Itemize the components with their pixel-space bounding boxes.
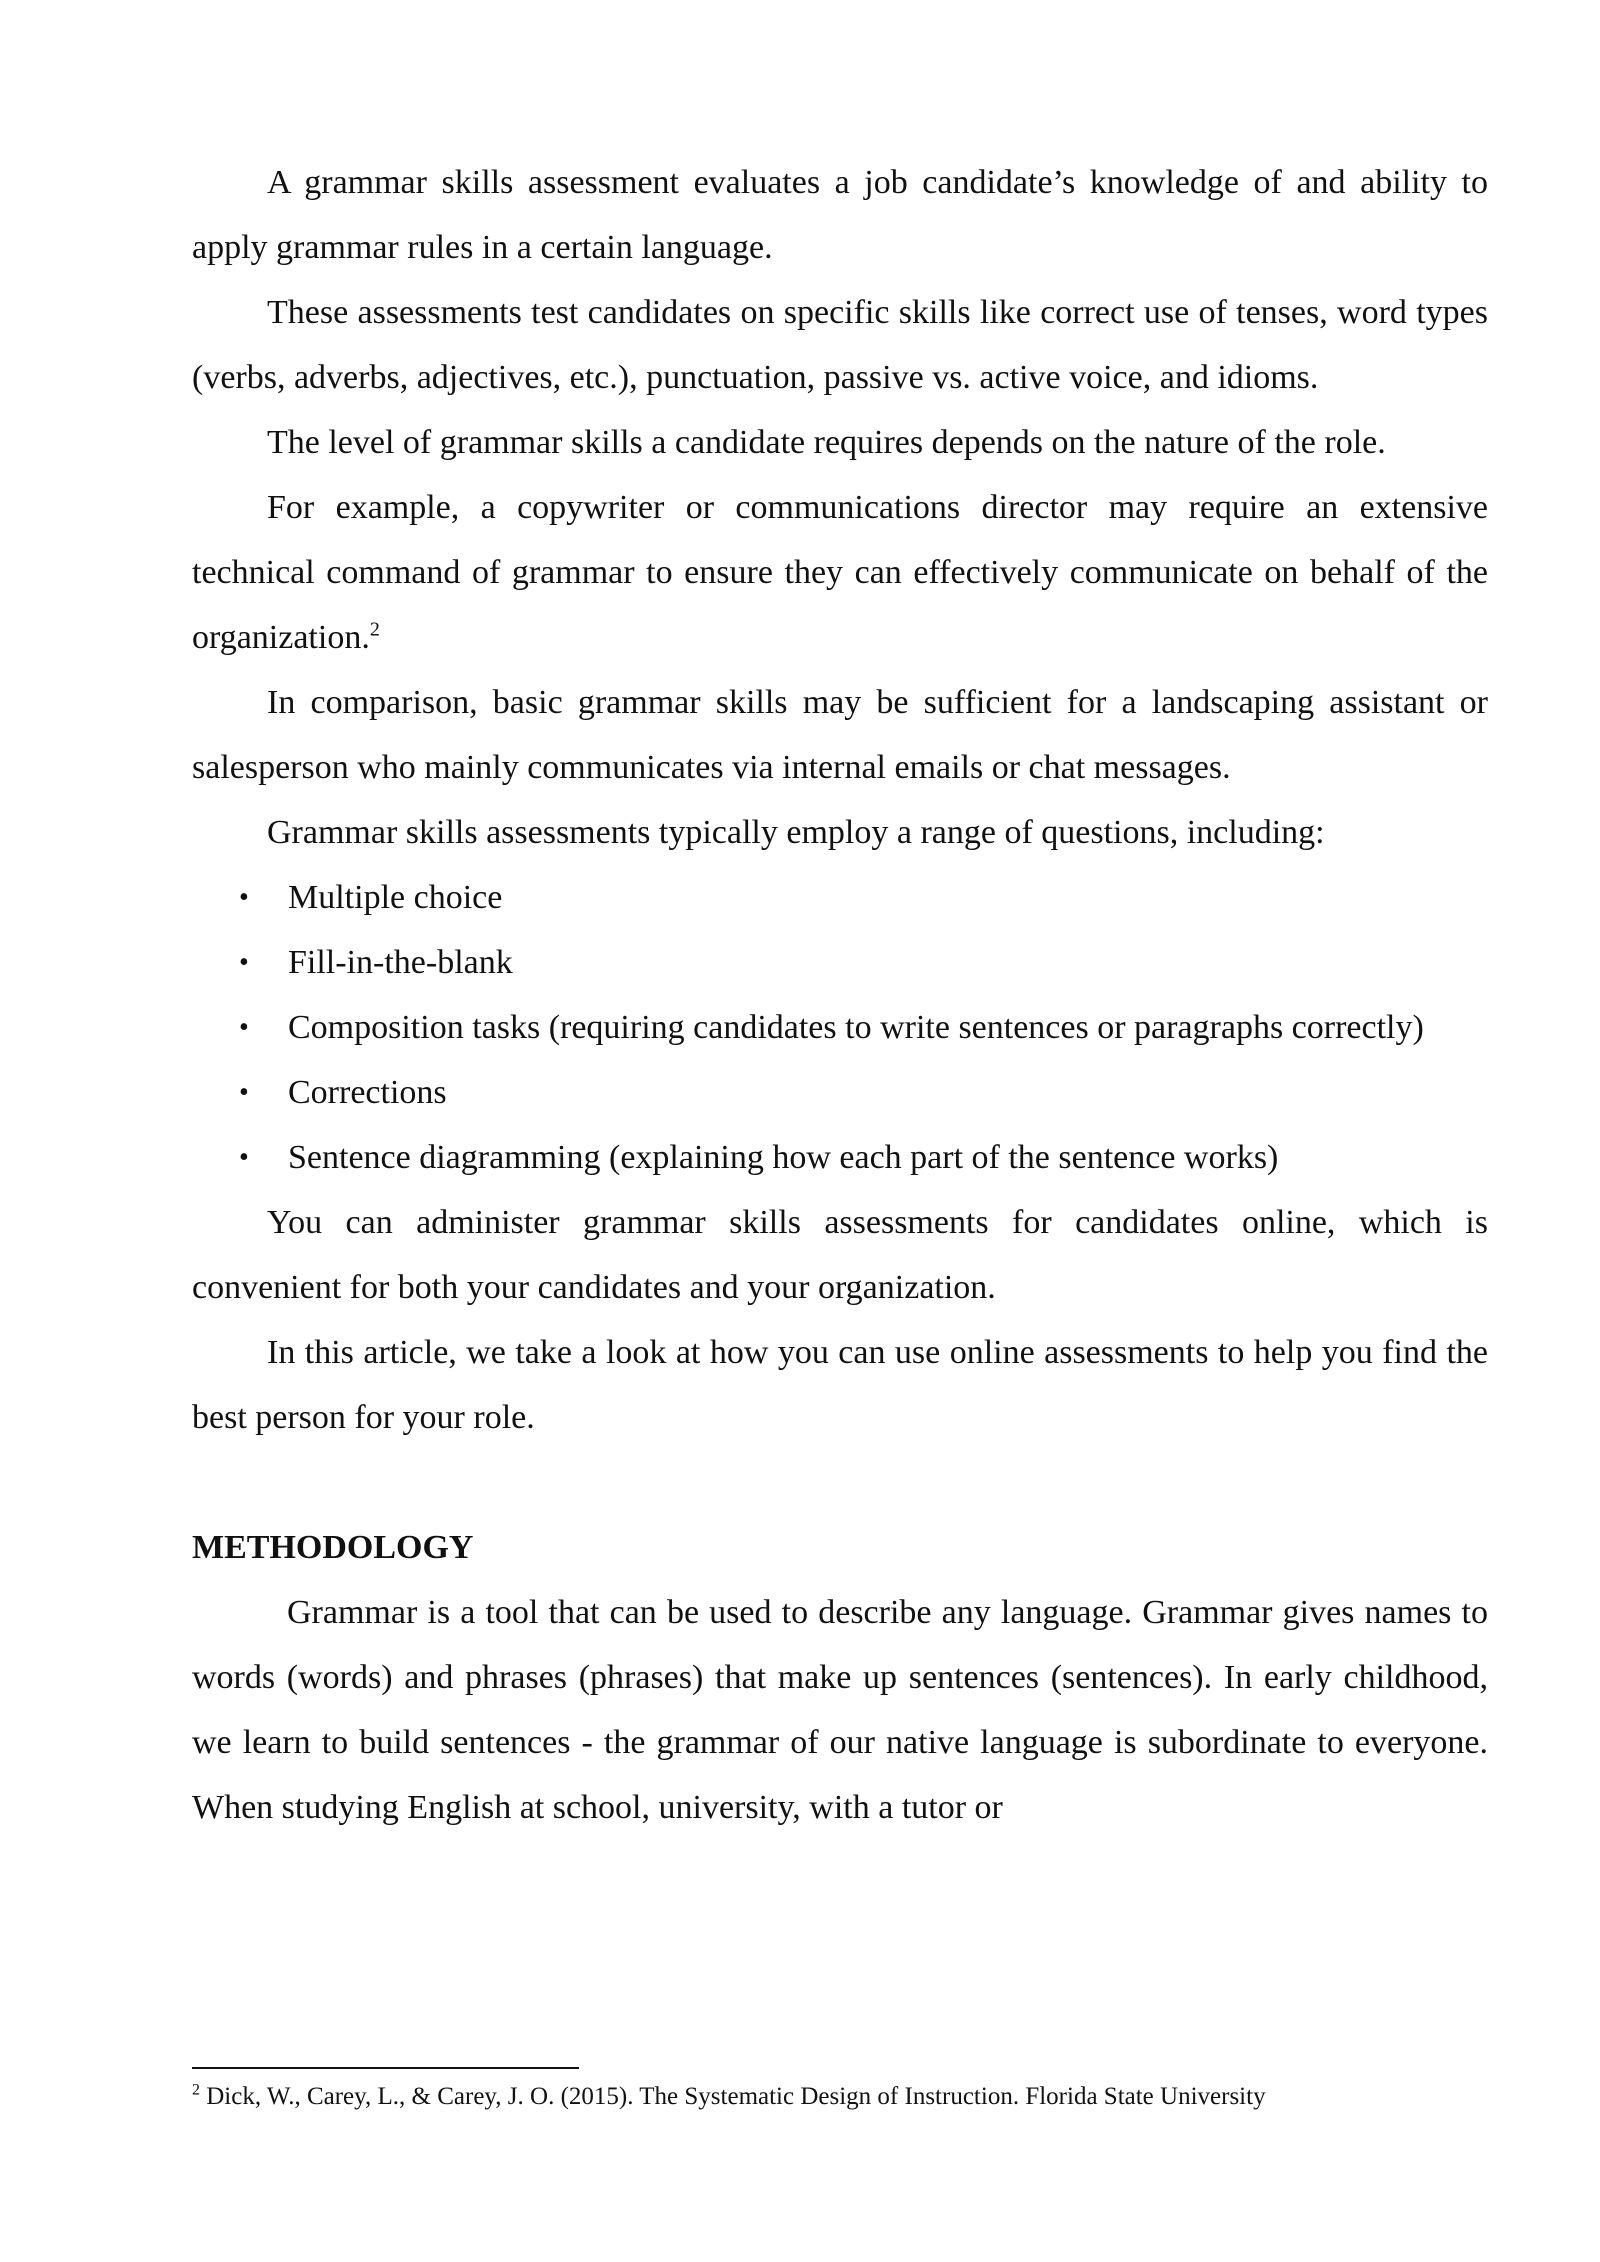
- list-item-text: Corrections: [288, 1074, 447, 1111]
- list-item: [192, 865, 1488, 930]
- methodology-section: [192, 1515, 1488, 1840]
- paragraph-3: The level of grammar skills a candidate requires depends on the nature of the role.: [267, 424, 1386, 461]
- paragraph-4: [192, 475, 1488, 670]
- footnote-reference[interactable]: 2: [369, 618, 380, 641]
- bullet-icon: •: [239, 1142, 249, 1173]
- paragraph-1: A grammar skills assessment evaluates a job candidate’s knowledge of and ability to apply grammar rules in a certain language.: [192, 164, 1488, 266]
- footnote-marker: 2: [192, 2081, 200, 2099]
- bullet-icon: •: [239, 1012, 249, 1043]
- list-item: [192, 1125, 1488, 1190]
- paragraph-8: In this article, we take a look at how you can use online assessments to help you find the best person for your role.: [192, 1334, 1488, 1436]
- footnote-separator: [192, 2067, 579, 2069]
- bullet-icon: •: [239, 947, 249, 978]
- list-item-text: Multiple choice: [288, 879, 503, 916]
- list-item-text: Fill-in-the-blank: [288, 944, 513, 981]
- paragraph-2: These assessments test candidates on specific skills like correct use of tenses, word types (verbs, adverbs, adjectives, etc.), punctuation, passive vs. active voice, and idioms.: [192, 294, 1488, 396]
- paragraph-7: You can administer grammar skills assessments for candidates online, which is convenient for both your candidates and your organization.: [192, 1204, 1488, 1306]
- footnote: [192, 2082, 1488, 2112]
- bullet-icon: •: [239, 1077, 249, 1108]
- document-body: [192, 150, 1488, 1840]
- section-heading: METHODOLOGY: [192, 1529, 474, 1566]
- list-item: [192, 1060, 1488, 1125]
- paragraph-5: In comparison, basic grammar skills may be sufficient for a landscaping assistant or salesperson who mainly communicates via internal emails or chat messages.: [192, 684, 1488, 786]
- list-item-text: Sentence diagramming (explaining how each part of the sentence works): [288, 1139, 1279, 1176]
- paragraph-6: Grammar skills assessments typically employ a range of questions, including:: [267, 814, 1325, 851]
- footnote-text: Dick, W., Carey, L., & Carey, J. O. (2015). The Systematic Design of Instruction. Florida State University: [206, 2083, 1266, 2110]
- paragraph-4-text: For example, a copywriter or communications director may require an extensive technical command of grammar to ensure they can effectively communicate on behalf of the organization.: [192, 489, 1488, 656]
- list-item: [192, 930, 1488, 995]
- list-item-text: Composition tasks (requiring candidates to write sentences or paragraphs correctly): [288, 1009, 1424, 1046]
- question-type-list: [192, 865, 1488, 1190]
- list-item: [192, 995, 1488, 1060]
- bullet-icon: •: [239, 882, 249, 913]
- methodology-paragraph: Grammar is a tool that can be used to describe any language. Grammar gives names to words (words) and phrases (phrases) that make up sentences (sentences). In early childhood, we learn to build sentences - the grammar of our native language is subordinate to everyone. When studying English at school, university, with a tutor or: [192, 1594, 1488, 1826]
